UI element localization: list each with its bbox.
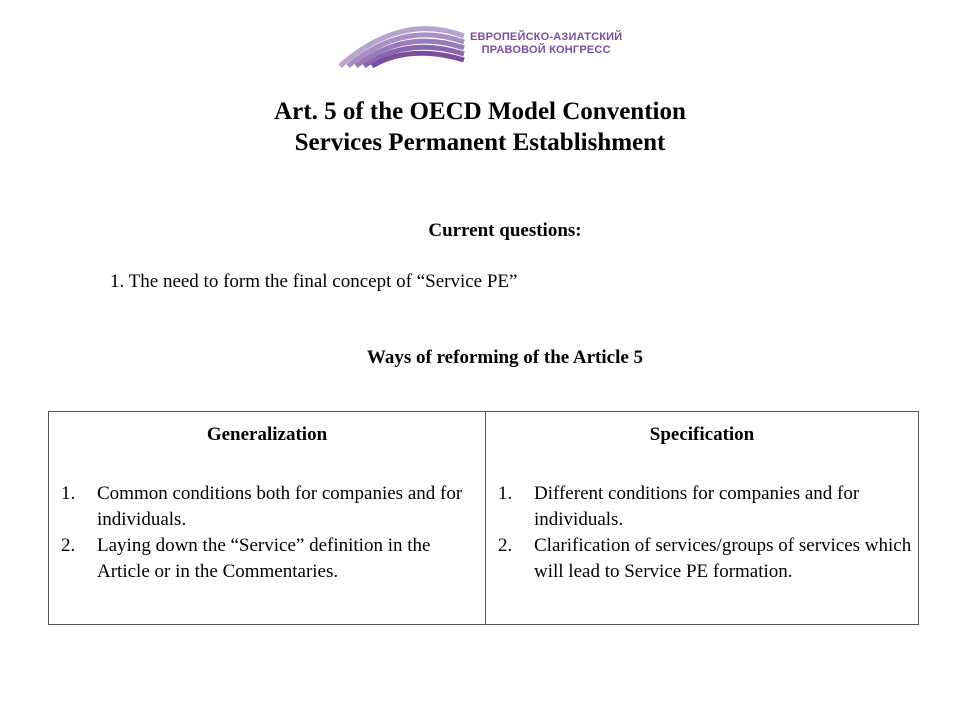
logo-line-1: ЕВРОПЕЙСКО-АЗИАТСКИЙ [470, 31, 623, 43]
question-item: 1. The need to form the final concept of “Service PE” [110, 271, 518, 292]
generalization-list [61, 481, 471, 585]
list-number: 1. [61, 483, 76, 504]
list-text: Laying down the “Service” definition in the Article or in the Commentaries. [97, 535, 431, 582]
list-item [61, 533, 471, 585]
congress-logo [334, 18, 634, 70]
specification-heading: Specification [649, 424, 755, 445]
list-number: 1. [498, 483, 513, 504]
specification-list [498, 481, 916, 585]
current-questions-heading: Current questions: [428, 220, 582, 241]
generalization-column [49, 412, 486, 624]
comparison-table [48, 411, 919, 625]
ways-heading: Ways of reforming of the Article 5 [366, 347, 644, 368]
list-text: Different conditions for companies and for individuals. [534, 483, 860, 530]
logo-line-2: ПРАВОВОЙ КОНГРЕСС [481, 44, 611, 56]
list-item [61, 481, 471, 533]
list-number: 2. [61, 535, 76, 556]
generalization-heading: Generalization [206, 424, 328, 445]
list-number: 2. [498, 535, 513, 556]
list-item [498, 481, 916, 533]
page-title [0, 96, 960, 158]
arch-logo-icon [334, 18, 470, 70]
title-line-1: Art. 5 of the OECD Model Convention [274, 98, 686, 125]
list-text: Clarification of services/groups of services which will lead to Service PE formation. [534, 535, 912, 582]
logo-text [470, 31, 622, 57]
title-line-2: Services Permanent Establishment [294, 129, 666, 156]
specification-column [486, 412, 918, 624]
list-text: Common conditions both for companies and for individuals. [97, 483, 463, 530]
list-item [498, 533, 916, 585]
